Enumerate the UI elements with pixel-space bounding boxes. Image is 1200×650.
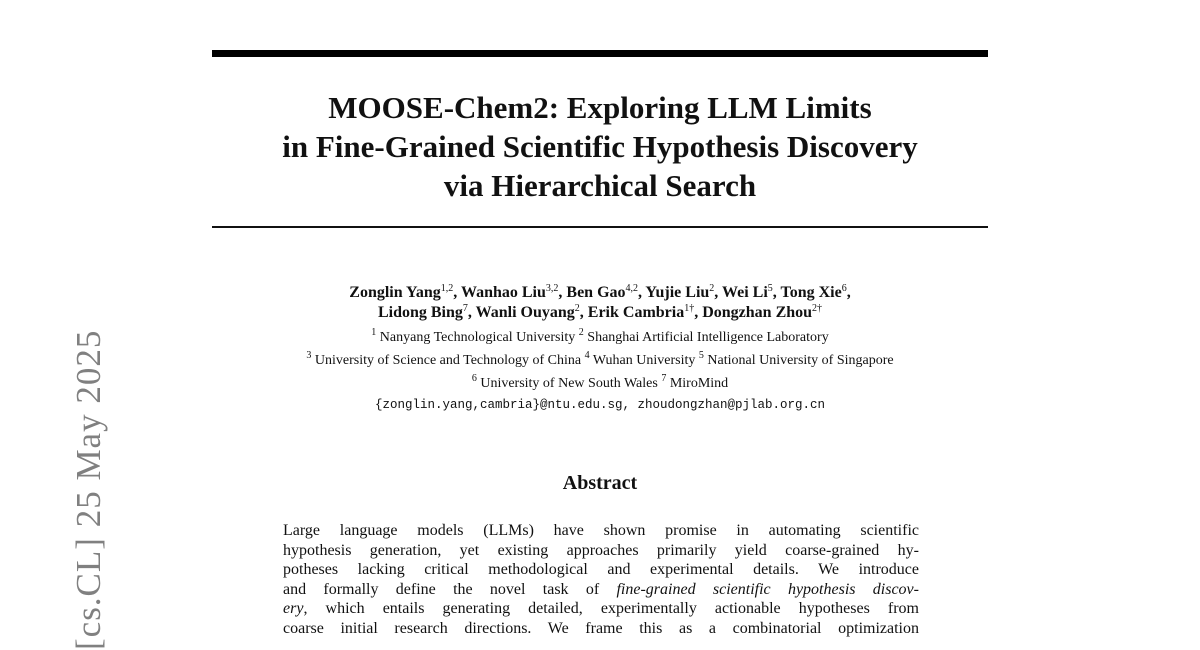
title-line-3: via Hierarchical Search — [443, 168, 757, 203]
affiliation-name: University of New South Wales — [480, 376, 658, 391]
abstract-text: , which entails generating detailed, experimentally actionable hypotheses from — [303, 600, 919, 617]
title-line-1: MOOSE-Chem2: Exploring LLM Limits — [328, 90, 872, 125]
affiliation-num: 3 — [306, 350, 312, 361]
author-line-1: Zonglin Yang$^{1,2}$, Wanhao Liu$^{3,2}$, Ben Gao$^{4,2}$, Yujie Liu$^2$, Wei Li$^5$, Tong Xie$^6$, — [349, 283, 851, 301]
abstract-line: hypothesis generation, yet existing approaches primarily yield coarse-grained hy- — [283, 541, 919, 559]
title-rule-bottom — [212, 226, 988, 228]
affiliation-num: 7 — [661, 373, 667, 384]
author-name: Dongzhan Zhou — [702, 304, 813, 321]
author-sup: 7 — [462, 303, 468, 314]
abstract-line — [283, 580, 919, 600]
title-line-2: in Fine-Grained Scientific Hypothesis Discovery — [282, 129, 918, 164]
author-name: Lidong Bing — [377, 304, 463, 321]
author-sup: 6 — [841, 283, 847, 294]
affiliation-num: 1 — [371, 327, 377, 338]
author-name: Tong Xie — [780, 284, 842, 301]
author-sup: 4,2 — [625, 283, 639, 294]
abstract-heading: Abstract — [562, 472, 638, 494]
affiliation-name: Shanghai Artificial Intelligence Laboratory — [587, 330, 829, 345]
arxiv-margin-id: [cs.CL] 25 May 2025 — [69, 329, 108, 650]
author-line-2: Lidong Bing$^7$, Wanli Ouyang$^2$, Erik Cambria$^{1\dagger}$, Dongzhan Zhou$^{2\dagger}$ — [377, 303, 823, 321]
affiliation-num: 2 — [578, 327, 584, 338]
author-name: Wanli Ouyang — [475, 304, 575, 321]
affiliation-line-1 — [180, 327, 1020, 346]
abstract-line: potheses lacking critical methodological and experimental details. We introduce — [283, 561, 919, 578]
author-name: Wanhao Liu — [460, 284, 546, 301]
abstract-line: coarse initial research directions. We frame this as a combinatorial optimization — [283, 619, 919, 637]
author-sup: 3,2 — [545, 283, 559, 294]
abstract-text: and formally define the novel task of — [283, 580, 617, 598]
author-name: Zonglin Yang — [349, 284, 441, 301]
author-sup: 1† — [684, 303, 695, 314]
abstract-emphasis: ery — [283, 600, 304, 617]
affiliation-name: Wuhan University — [592, 353, 696, 368]
affiliation-name: Nanyang Technological University — [379, 330, 576, 345]
abstract-emphasis: fine-grained scientific hypothesis discov- — [616, 580, 919, 598]
paper-title — [212, 88, 988, 205]
author-name: Wei Li — [722, 284, 768, 301]
abstract-line — [283, 599, 919, 619]
affiliation-num: 6 — [471, 373, 477, 384]
abstract-line: Large language models (LLMs) have shown promise in automating scientific — [283, 522, 919, 539]
author-list — [212, 283, 988, 323]
affiliation-num: 5 — [698, 350, 704, 361]
author-sup: 1,2 — [440, 283, 454, 294]
author-sup: 2 — [574, 303, 580, 314]
affiliation-name: National University of Singapore — [707, 353, 894, 368]
abstract-body — [283, 521, 919, 638]
title-rule-top — [212, 50, 988, 57]
author-sup: 2 — [709, 283, 715, 294]
contact-email[interactable]: {zonglin.yang,cambria}@ntu.edu.sg, zhoudongzhan@pjlab.org.cn — [374, 398, 826, 412]
author-name: Yujie Liu — [645, 284, 710, 301]
author-name: Ben Gao — [566, 284, 626, 301]
author-sup: 5 — [767, 283, 773, 294]
affiliation-name: MiroMind — [669, 376, 729, 391]
affiliation-name: University of Science and Technology of China — [314, 353, 582, 368]
affiliation-line-3 — [180, 373, 1020, 392]
author-sup: 2† — [812, 303, 823, 314]
author-name: Erik Cambria — [587, 304, 685, 321]
affiliation-line-2 — [180, 350, 1020, 369]
affiliation-num: 4 — [584, 350, 590, 361]
